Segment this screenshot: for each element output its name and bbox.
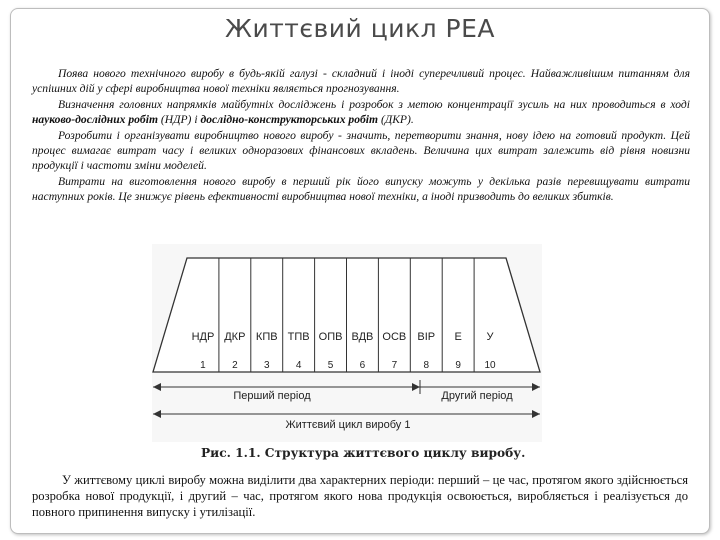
paragraph-2-start: Визначення головних напрямків майбутніх досліджень і розробок з метою концентрації зусиль на них проводиться в ході xyxy=(58,97,690,111)
paragraph-2-end: (ДКР). xyxy=(378,113,414,127)
life-cycle-figure xyxy=(152,244,542,442)
stage-number: 7 xyxy=(391,360,398,371)
stage-number: 8 xyxy=(423,360,430,371)
conclusion-text xyxy=(32,472,688,520)
stage-code: НДР xyxy=(191,331,215,343)
stage-number: 3 xyxy=(263,360,270,371)
first-period-label: Перший період xyxy=(233,390,311,402)
second-period-label: Другий період xyxy=(441,390,513,402)
paragraph-2-mid: (НДР) і xyxy=(157,113,201,127)
life-cycle-number: 1 xyxy=(404,419,411,431)
stage-number: 5 xyxy=(327,360,334,371)
stage-number: 2 xyxy=(232,360,238,371)
paragraph-2 xyxy=(32,97,690,128)
stage-number: 6 xyxy=(359,360,366,371)
stage-code: ОПВ xyxy=(318,331,343,343)
slide-title: Життєвий цикл РЕА xyxy=(225,14,495,43)
body-text xyxy=(32,66,690,205)
stage-number: 9 xyxy=(455,360,461,371)
paragraph-1: Поява нового технічного виробу в будь-якій галузі - складний і іноді суперечливий процес. Найважливішим питанням для успішних дій у сфері виробництва нової техніки являється прогнозування. xyxy=(32,67,690,96)
paragraph-4: Витрати на виготовлення нового виробу в перший рік його випуску можуть у декілька разів перевищувати витрати наступних років. Це знижує рівень ефективності виробництва нової техніки, а іноді призводить до великих збитків. xyxy=(32,174,690,204)
stage-code: КПВ xyxy=(255,331,278,343)
stage-code: ТПВ xyxy=(287,331,310,343)
paragraph-3: Розробити і організувати виробництво нового виробу - значить, перетворити знання, нову ідею на готовий продукт. Цей процес вимагає витрат часу і великих одноразових фінансових вкладень. Величина цих витрат залежить від рівня новизни продукції і частоти зміни моделей. xyxy=(32,128,690,173)
life-cycle-diagram xyxy=(152,244,542,442)
figure-caption: Рис. 1.1. Структура життєвого циклу виробу. xyxy=(201,446,526,460)
stage-code: ВДВ xyxy=(351,331,374,343)
stage-code: ДКР xyxy=(224,331,246,343)
conclusion-paragraph: У життєвому циклі виробу можна виділити два характерних періоди: перший – це час, протягом якого здійснюється розробка нової продукції, і другий – час, протягом якого нова продукція освоюється, виробляється і реалізується до повного припинення випуску і утилізації. xyxy=(32,473,688,519)
stage-code: ВІР xyxy=(417,331,436,343)
stage-code: ОСВ xyxy=(382,331,407,343)
term-ndr: науково-дослідних робіт xyxy=(32,113,158,127)
stage-number: 1 xyxy=(200,360,206,371)
stage-code: У xyxy=(486,331,494,343)
stage-number: 10 xyxy=(484,360,496,371)
life-cycle-label xyxy=(285,419,410,431)
stage-number: 4 xyxy=(295,360,302,371)
term-dkr: дослідно-конструкторських робіт xyxy=(200,113,379,127)
life-cycle-text: Життєвий цикл виробу xyxy=(285,419,402,431)
stage-code: Е xyxy=(454,331,462,343)
